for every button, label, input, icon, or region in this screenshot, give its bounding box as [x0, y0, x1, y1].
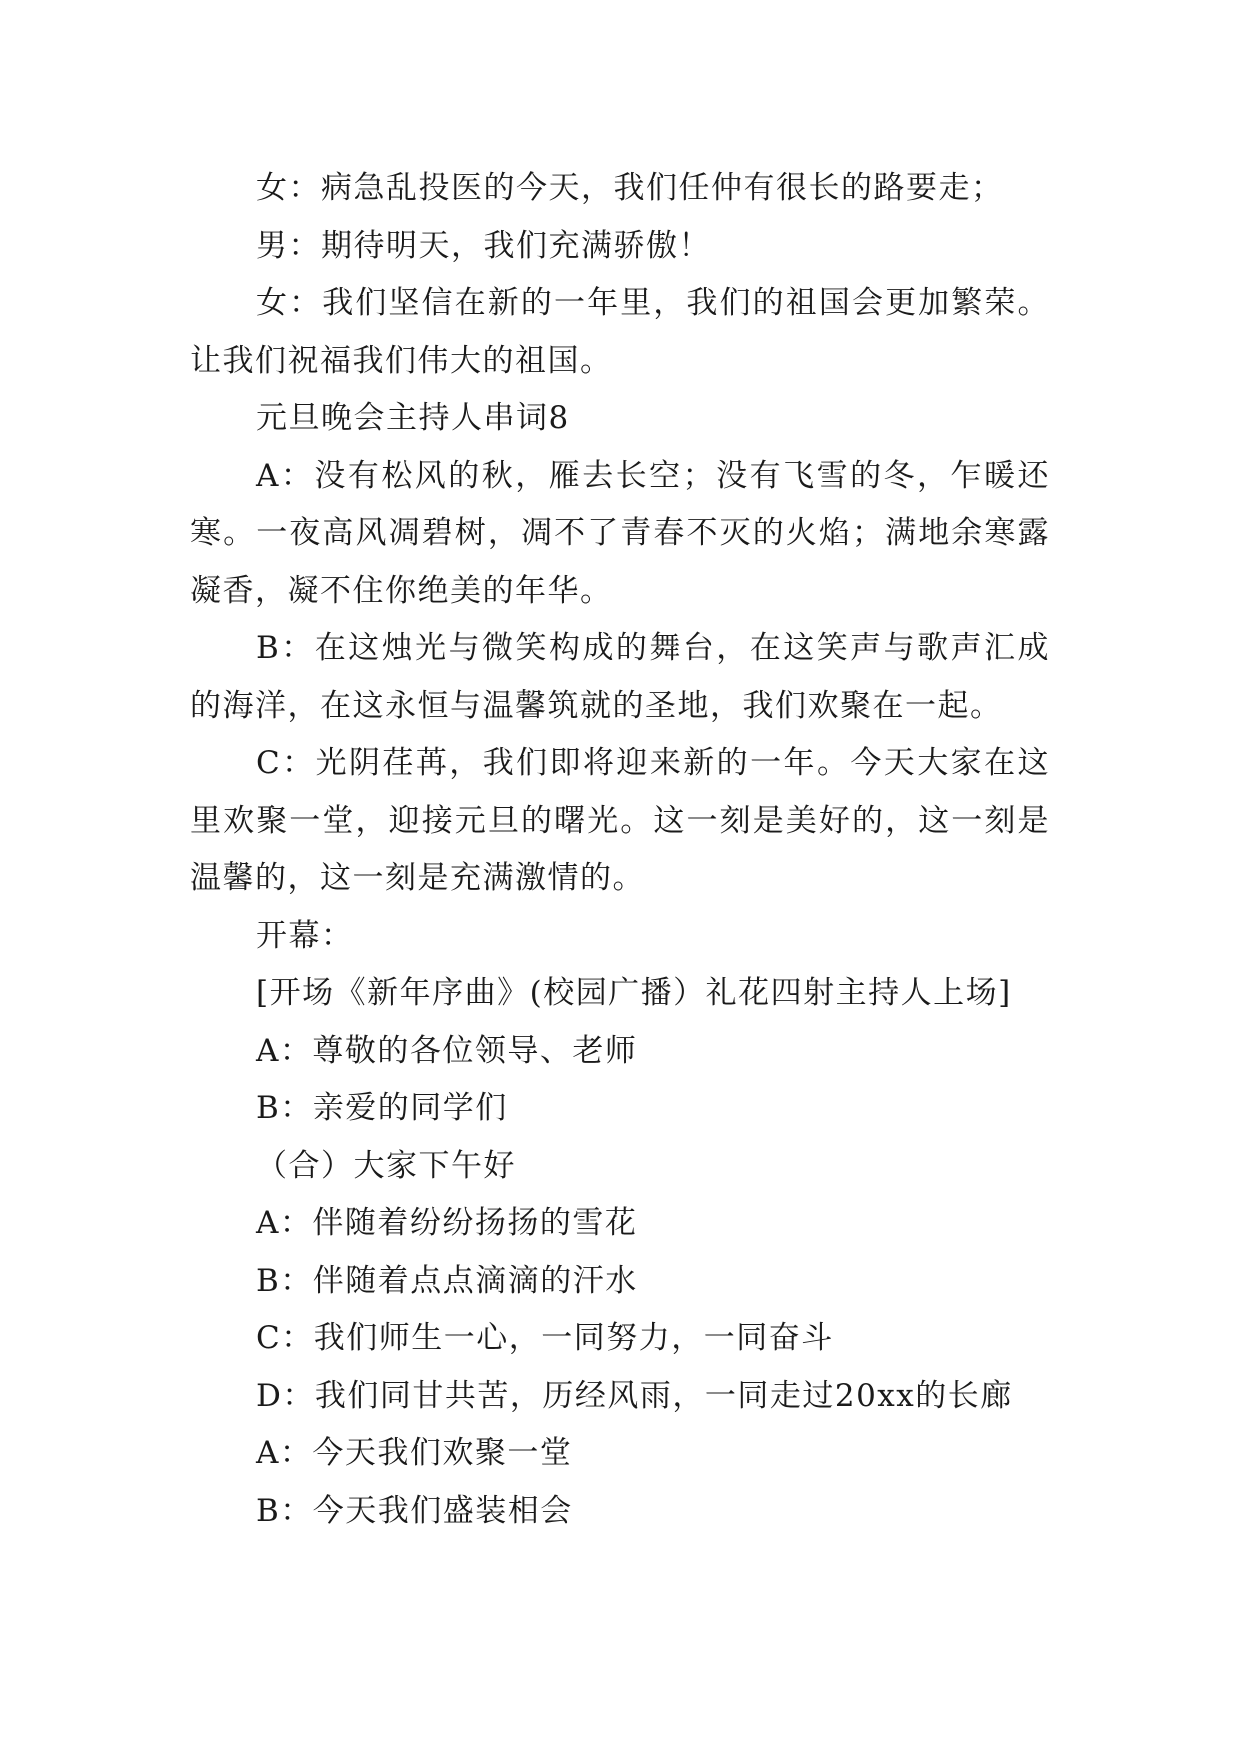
document-body [190, 160, 1050, 1540]
paragraph: 女：病急乱投医的今天，我们任仲有很长的路要走； [256, 170, 1004, 206]
paragraph: B：今天我们盛装相会 [256, 1492, 573, 1529]
paragraph: （合）大家下午好 [256, 1147, 516, 1184]
paragraph: A：尊敬的各位领导、老师 [256, 1032, 638, 1069]
paragraph: B：在这烛光与微笑构成的舞台，在这笑声与歌声汇成的海洋，在这永恒与温馨筑就的圣地，我们欢聚在一起。 [190, 630, 1050, 724]
paragraph: A：伴随着纷纷扬扬的雪花 [256, 1205, 638, 1241]
section-title: 元旦晚会主持人串词8 [256, 400, 570, 436]
stage-direction: [开场《新年序曲》(校园广播）礼花四射主持人上场] [256, 975, 1012, 1011]
paragraph: D：我们同甘共苦，历经风雨，一同走过20xx的长廊 [256, 1377, 1013, 1414]
paragraph: C：我们师生一心，一同努力，一同奋斗 [256, 1320, 834, 1356]
paragraph: 女：我们坚信在新的一年里，我们的祖国会更加繁荣。让我们祝福我们伟大的祖国。 [190, 285, 1050, 379]
paragraph: A：今天我们欢聚一堂 [256, 1435, 573, 1471]
paragraph: B：亲爱的同学们 [256, 1090, 508, 1126]
paragraph: B：伴随着点点滴滴的汗水 [256, 1262, 638, 1299]
paragraph: A：没有松风的秋，雁去长空；没有飞雪的冬，乍暖还寒。一夜高风凋碧树，凋不了青春不灭的火焰；满地余寒露凝香，凝不住你绝美的年华。 [190, 457, 1050, 609]
paragraph: 开幕： [256, 917, 354, 954]
paragraph: 男：期待明天，我们充满骄傲！ [256, 227, 711, 264]
paragraph: C：光阴荏苒，我们即将迎来新的一年。今天大家在这里欢聚一堂，迎接元旦的曙光。这一刻是美好的，这一刻是温馨的，这一刻是充满激情的。 [190, 745, 1050, 896]
